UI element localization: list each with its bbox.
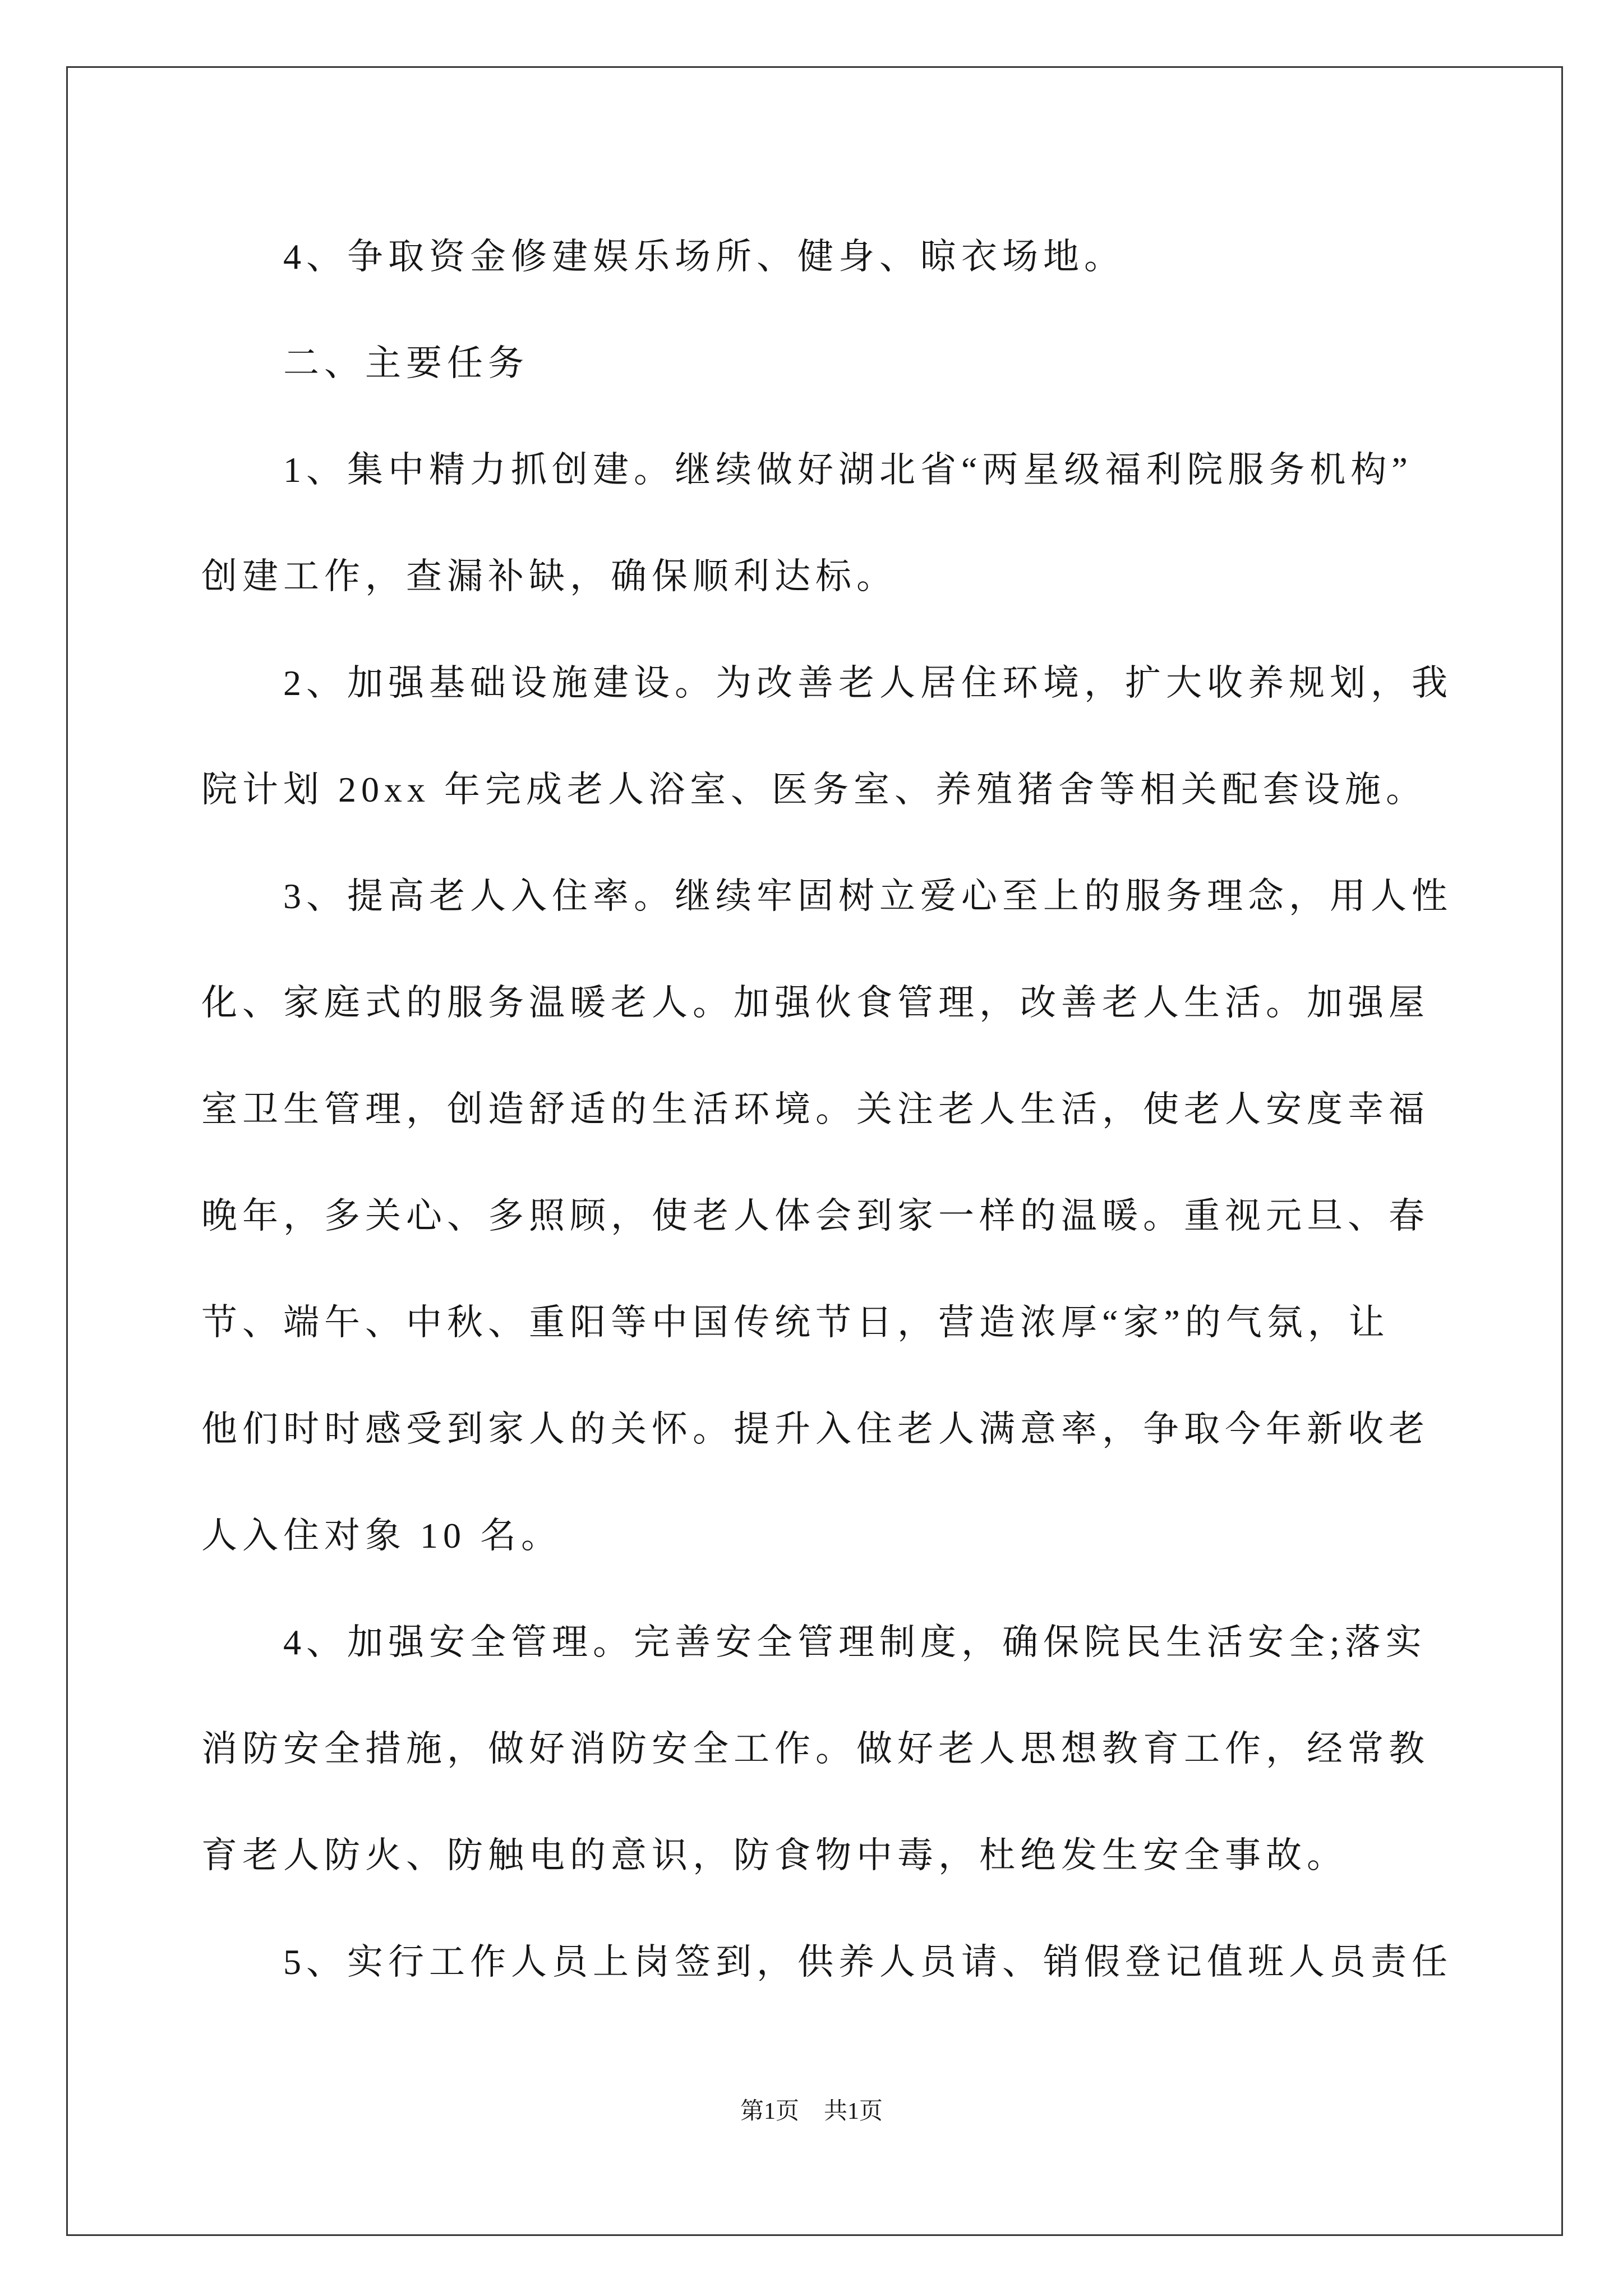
- paragraph: [201, 417, 1463, 630]
- page-number: 第1页: [740, 2099, 799, 2124]
- text-line: 3、提高老人入住率。继续牢固树立爱心至上的服务理念，用人性: [283, 876, 1453, 916]
- text-line: 创建工作，查漏补缺，确保顺利达标。: [201, 556, 897, 596]
- body-text: [201, 204, 1463, 2016]
- text-line: 节、端午、中秋、重阳等中国传统节日，营造浓厚“家”的气氛，让: [201, 1303, 1390, 1342]
- text-line: 5、实行工作人员上岗签到，供养人员请、销假登记值班人员责任: [283, 1942, 1453, 1982]
- text-line: 院计划 20xx 年完成老人浴室、医务室、养殖猪舍等相关配套设施。: [201, 770, 1427, 809]
- text-line: 化、家庭式的服务温暖老人。加强伙食管理，改善老人生活。加强屋: [201, 983, 1430, 1023]
- page-total: 共1页: [824, 2099, 883, 2124]
- text-line: 1、集中精力抓创建。继续做好湖北省“两星级福利院服务机构”: [283, 450, 1413, 490]
- text-line: 晚年，多关心、多照顾，使老人体会到家一样的温暖。重视元旦、春: [201, 1196, 1430, 1236]
- section-heading: [201, 310, 1463, 417]
- text-line: 4、争取资金修建娱乐场所、健身、晾衣场地。: [283, 237, 1125, 277]
- text-line: 他们时时感受到家人的关怀。提升入住老人满意率，争取今年新收老: [201, 1409, 1430, 1449]
- text-line: 消防安全措施，做好消防安全工作。做好老人思想教育工作，经常教: [201, 1729, 1430, 1769]
- paragraph: [201, 1909, 1463, 2016]
- text-line: 2、加强基础设施建设。为改善老人居住环境，扩大收养规划，我: [283, 663, 1453, 703]
- page-footer: [0, 2097, 1623, 2126]
- text-line: 人入住对象 10 名。: [201, 1516, 562, 1556]
- paragraph: [201, 630, 1463, 843]
- paragraph: [201, 1589, 1463, 1909]
- paragraph: [201, 843, 1463, 1589]
- text-line: 4、加强安全管理。完善安全管理制度，确保院民生活安全;落实: [283, 1622, 1427, 1662]
- text-line: 室卫生管理，创造舒适的生活环境。关注老人生活，使老人安度幸福: [201, 1089, 1430, 1129]
- text-line: 育老人防火、防触电的意识，防食物中毒，杜绝发生安全事故。: [201, 1835, 1348, 1875]
- text-line: 二、主要任务: [283, 343, 529, 383]
- paragraph: [201, 204, 1463, 310]
